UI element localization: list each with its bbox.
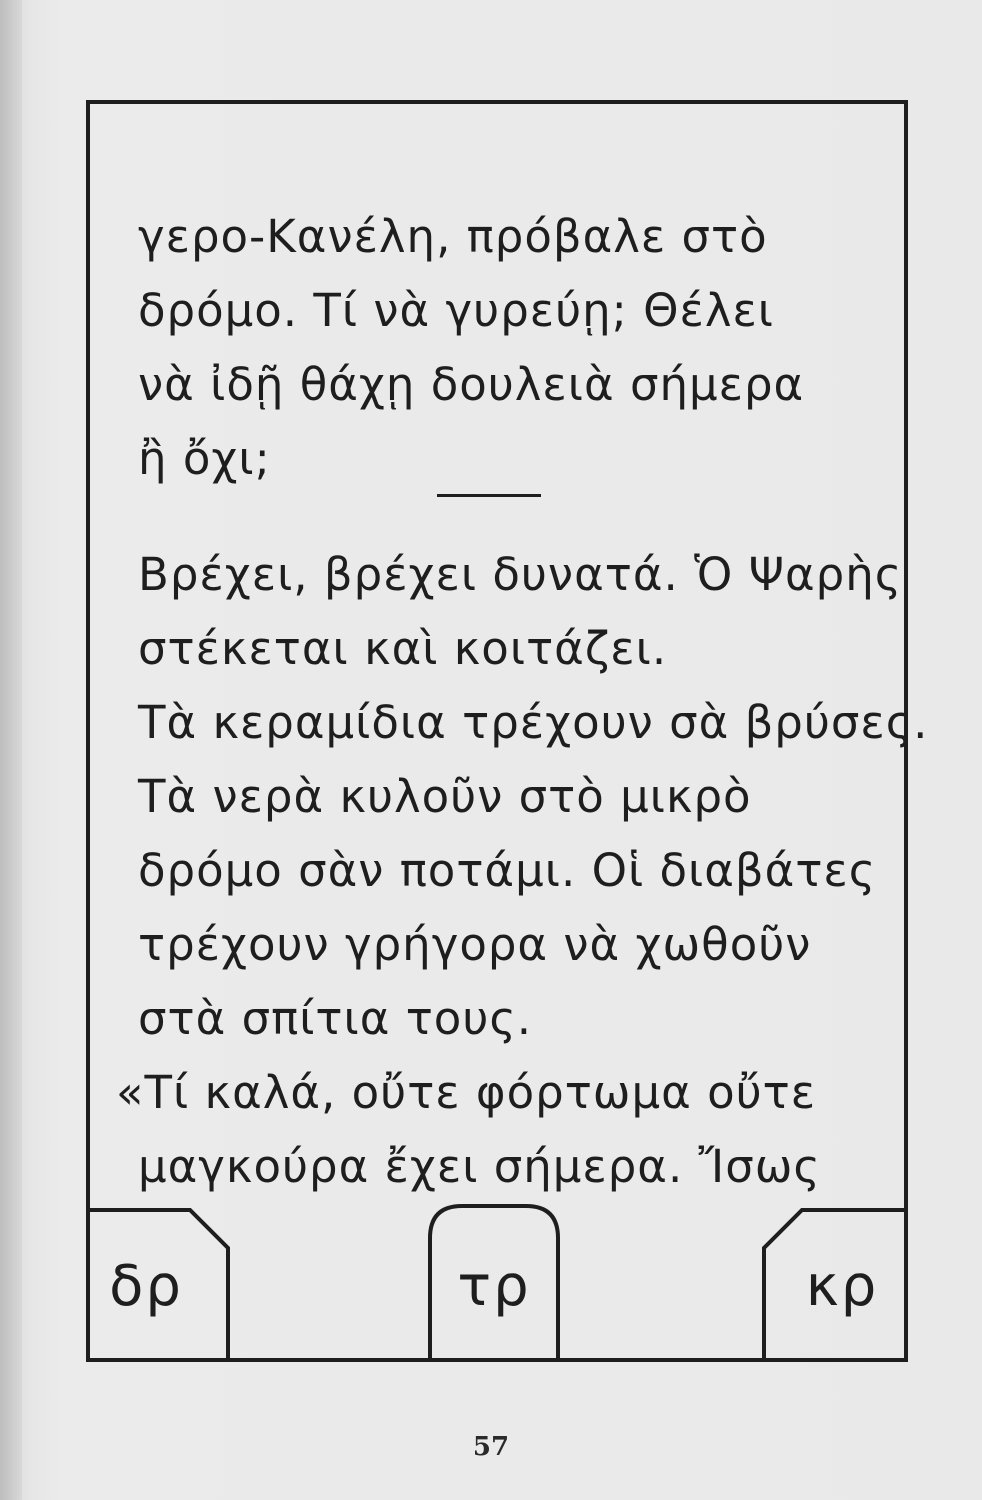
tile-label: δρ bbox=[109, 1254, 183, 1319]
syllable-tile bbox=[762, 1190, 908, 1362]
syllable-tile bbox=[86, 1190, 230, 1362]
text-line: στέκεται καὶ κοιτάζει. bbox=[138, 622, 668, 675]
text-line: Βρέχει, βρέχει δυνατά. Ὁ Ψαρὴς bbox=[138, 548, 903, 601]
paragraph-2 bbox=[116, 538, 929, 1204]
text-line: στὰ σπίτια τους. bbox=[138, 992, 533, 1045]
text-line: δρόμο σὰν ποτάμι. Οἱ διαβάτες bbox=[138, 844, 877, 897]
text-line: μαγκούρα ἔχει σήμερα. Ἴσως bbox=[138, 1140, 821, 1193]
text-line: γερο-Κανέλη, πρόβαλε στὸ bbox=[138, 210, 768, 263]
text-line: νὰ ἰδῇ θάχῃ δουλειὰ σήμερα bbox=[138, 358, 805, 411]
text-line: Τὰ κεραμίδια τρέχουν σὰ βρύσες. bbox=[138, 696, 929, 749]
text-line: ἢ ὄχι; bbox=[138, 432, 271, 485]
text-line: τρέχουν γρήγορα νὰ χωθοῦν bbox=[138, 918, 812, 971]
syllable-tiles bbox=[86, 1190, 908, 1362]
paragraph-1 bbox=[138, 200, 898, 496]
page-number: 57 bbox=[472, 1432, 510, 1462]
binding-edge bbox=[0, 0, 22, 1500]
text-line: «Τί καλά, οὔτε φόρτωμα οὔτε bbox=[116, 1066, 817, 1119]
tile-label: κρ bbox=[805, 1254, 879, 1319]
text-line: δρόμο. Τί νὰ γυρεύῃ; Θέλει bbox=[138, 284, 775, 337]
section-divider bbox=[437, 494, 541, 497]
syllable-tile bbox=[426, 1202, 562, 1362]
text-line: Τὰ νερὰ κυλοῦν στὸ μικρὸ bbox=[138, 770, 752, 823]
tile-label: τρ bbox=[457, 1254, 531, 1319]
